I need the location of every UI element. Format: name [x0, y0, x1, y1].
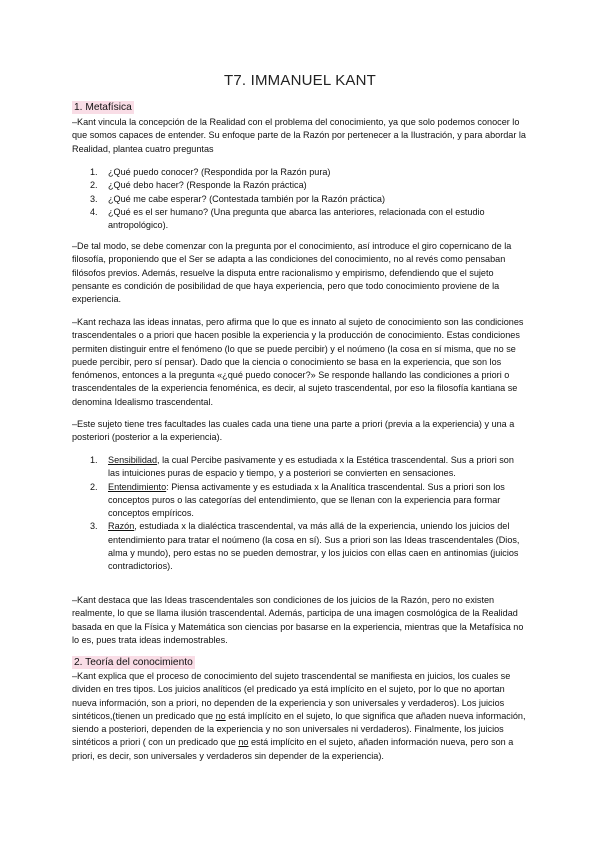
- paragraph-ideas-innatas: –Kant rechaza las ideas innatas, pero afirma que lo que es innato al sujeto de conocimiento son las condiciones trascendentales o a priori que hacen posible la experiencia y la producción de conocimiento. Estas condiciones permiten distinguir entre el fenómeno (lo que se puede percibir) y el noúmeno (la cosa en sí misma, que no se puede percibir, pero sí pensar). Dado que la ciencia o conocimiento se basa en la experiencia, que son los fenómenos, entonces a la pregunta «¿qué puedo conocer?» Se responde hallando las condiciones a priori o trascendentales de la experiencia fenoménica, es decir, al sujeto trascendental, por eso la filosofía kantiana se denomina Idealismo trascendental.: [72, 317, 524, 407]
- paragraph-ilusion-trascendental: –Kant destaca que las Ideas trascendentales son condiciones de los juicios de la Razón, pero no existen realmente, lo que se llama ilusión trascendental. Además, participa de una imagen cosmológica de la Realidad basada en que la Física y Matemática son ciencias por basarse en la experiencia, mientras que la Metafísica no lo es, pues trata ideas indemostrables.: [72, 595, 524, 645]
- list-item: [72, 520, 528, 573]
- paragraph-giro-copernicano: –De tal modo, se debe comenzar con la pregunta por el conocimiento, así introduce el giro copernicano de la filosofía, proponiendo que el Ser se adapta a las condiciones del conocimiento, no al revés como pensaban filósofos previos. Además, resuelve la disputa entre racionalismo y empirismo, defendiendo que el sujeto pensante es condición de posibilidad de que haya experiencia, pero que todo conocimiento proviene de la experiencia.: [72, 241, 512, 305]
- paragraph-text: está implícito en el sujeto, añaden información nueva, pero son a priori, es decir, son universales y verdaderos sin depender de la experiencia).: [72, 737, 514, 761]
- section-heading-metafisica: 1. Metafísica: [74, 102, 132, 113]
- list-item: [72, 193, 528, 206]
- section-heading-teoria-conocimiento: 2. Teoría del conocimiento: [74, 657, 193, 668]
- list-number: 3.: [90, 521, 98, 532]
- list-item-text: ¿Qué me cabe esperar? (Contestada también por la Razón práctica): [108, 193, 385, 204]
- faculty-name: Entendimiento: [108, 481, 167, 492]
- paragraph-facultades: –Este sujeto tiene tres facultades las cuales cada una tiene una parte a priori (previa a la experiencia) y una a posteriori (posterior a la experiencia).: [72, 419, 515, 443]
- underlined-text: no: [238, 737, 249, 748]
- list-number: 1.: [90, 455, 98, 465]
- list-number: 1.: [90, 167, 98, 177]
- list-number: 3.: [90, 193, 98, 204]
- list-item: [72, 481, 528, 521]
- list-item-text: ¿Qué es el ser humano? (Una pregunta que abarca las anteriores, relacionada con el estudio antropológico).: [108, 206, 485, 231]
- list-item-text: : Piensa activamente y es estudiada x la Analítica trascendental. Sus a priori son los conceptos puros o las categorías del entendimiento, que se llenan con la experiencia para formar conceptos empíricos.: [108, 481, 505, 519]
- list-item-text: ¿Qué puedo conocer? (Respondida por la Razón pura): [108, 167, 331, 177]
- list-number: 2.: [90, 180, 98, 191]
- paragraph-juicios: [72, 670, 528, 763]
- list-item: [72, 206, 528, 233]
- list-item: [72, 179, 528, 192]
- underlined-text: no: [215, 710, 226, 721]
- document-title: T7. IMMANUEL KANT: [223, 72, 377, 89]
- faculty-name: Sensibilidad: [108, 455, 158, 465]
- list-item-text: , la cual Percibe pasivamente y es estudiada x la Estética trascendental. Sus a priori son las intuiciones puras de espacio y tiempo, y a posteriori se convierten en sensaciones.: [108, 455, 514, 479]
- paragraph-text: está implícito en el sujeto, lo que significa que añaden nueva información, siendo a posteriori, dependen de la experiencia y no son universales ni verdaderos). Finalmente, los juicios sintéticos a priori ( con un predicado que: [72, 710, 526, 748]
- list-item: [72, 166, 528, 179]
- faculties-list: [72, 454, 528, 574]
- faculty-name: Razón: [108, 521, 135, 532]
- questions-list: [72, 166, 528, 232]
- list-item-text: , estudiada x la dialéctica trascendental, va más allá de la experiencia, uniendo los juicios del entendimiento para tratar el noúmeno (la cosa en sí). Sus a priori son las Ideas trascendentales (Dios, alma y mundo), pero estas no se pueden demostrar, y los juicios con ellas caen en antinomias (juicios contradictorios).: [108, 521, 520, 572]
- list-item: [72, 454, 528, 481]
- paragraph-text: –Kant explica que el proceso de conocimiento del sujeto trascendental se manifiesta en juicios, los cuales se dividen en tres tipos. Los juicios analíticos (el predicado ya está implícito en el sujeto, por lo que no aportan nueva información, son a priori, no dependen de la experiencia y son universales y verdaderos). Los juicios sintéticos,(tienen un predicado que: [72, 671, 511, 721]
- paragraph-intro: –Kant vincula la concepción de la Realidad con el problema del conocimiento, ya que solo podemos conocer lo que somos capaces de entender. Su enfoque parte de la Razón por pertenecer a la Ilustración, y para abordar la Realidad, plantea cuatro preguntas: [72, 117, 526, 154]
- list-number: 2.: [90, 481, 98, 492]
- list-item-text: ¿Qué debo hacer? (Responde la Razón práctica): [108, 180, 307, 191]
- list-number: 4.: [90, 206, 98, 217]
